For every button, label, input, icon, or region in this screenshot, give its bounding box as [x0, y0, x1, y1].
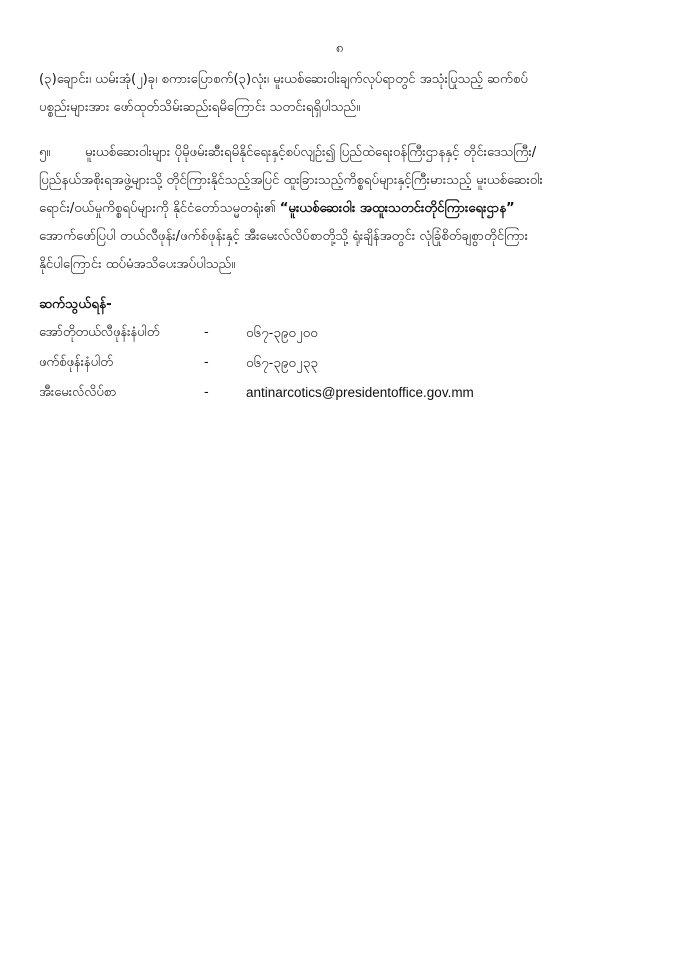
contact-value: ၀၆၇-၃၉၀၂၃၃: [246, 355, 318, 370]
item-number: ၅။: [39, 145, 51, 160]
contact-dash: -: [204, 385, 209, 400]
paragraph-line-text: ရောင်း/ဝယ်မှုကိစ္စရပ်များကို နိုင်ငံတော်သမ္မတရုံး၏: [39, 201, 280, 216]
department-name: “မူးယစ်ဆေးဝါး အထူးသတင်းတိုင်ကြားရေးဌာန”: [279, 201, 515, 216]
paragraph-line: နိုင်ပါကြောင်း ထပ်မံအသိပေးအပ်ပါသည်။: [39, 257, 236, 272]
contact-dash: -: [204, 325, 209, 340]
paragraph-line: ပစ္စည်းများအား ဖော်ထုတ်သိမ်းဆည်းရမိကြောင်း သတင်းရရှိပါသည်။: [39, 100, 361, 115]
contact-label: အော်တိုတယ်လီဖုန်းနံပါတ်: [39, 325, 160, 340]
paragraph-line: (၃)ချောင်း၊ ယမ်းအုံ(၂)ခု၊ စကားပြောစက်(၃)လုံး၊ မူးယစ်ဆေးဝါးချက်လုပ်ရာတွင် အသုံးပြုသည့် ဆက်စပ်: [39, 72, 528, 87]
contact-row-phone: [39, 320, 643, 346]
paragraph-item-5: [39, 139, 643, 279]
contact-value: ၀၆၇-၃၉၀၂၀၀: [246, 325, 318, 340]
paragraph-line: ပြည်နယ်အစိုးရအဖွဲ့များသို့ တိုင်ကြားနိုင်သည့်အပြင် ထူးခြားသည့်ကိစ္စရပ်များနှင့်ကြီးမားသည့် မူးယစ်ဆေးဝါး: [39, 173, 543, 188]
paragraph-line: [39, 139, 643, 167]
paragraph-line: အောက်ဖော်ပြပါ တယ်လီဖုန်း/ဖက်စ်ဖုန်းနှင့် အီးမေးလ်လိပ်စာတို့သို့ ရုံးချိန်အတွင်း လုံခြုံစိတ်ချစွာတိုင်ကြား: [39, 229, 529, 244]
contact-dash: -: [204, 355, 209, 370]
paragraph-line-text: မူးယစ်ဆေးဝါးများ ပိုမိုဖမ်းဆီးရမိနိုင်ရေးနှင့်စပ်လျဉ်း၍ ပြည်ထဲရေးဝန်ကြီးဌာနနှင့် တိုင်းဒေသကြီး/: [85, 145, 537, 160]
contact-label: အီးမေးလ်လိပ်စာ: [39, 385, 117, 400]
contact-heading: ဆက်သွယ်ရန်-: [39, 296, 112, 312]
contact-row-fax: [39, 350, 643, 376]
paragraph-line: [39, 195, 643, 223]
contact-row-email: [39, 380, 643, 406]
email-address[interactable]: antinarcotics@presidentoffice.gov.mm: [246, 385, 474, 400]
paragraph-continuation: [39, 66, 643, 122]
contact-label: ဖက်စ်ဖုန်းနံပါတ်: [39, 355, 113, 370]
page-number: ၈: [335, 41, 344, 56]
